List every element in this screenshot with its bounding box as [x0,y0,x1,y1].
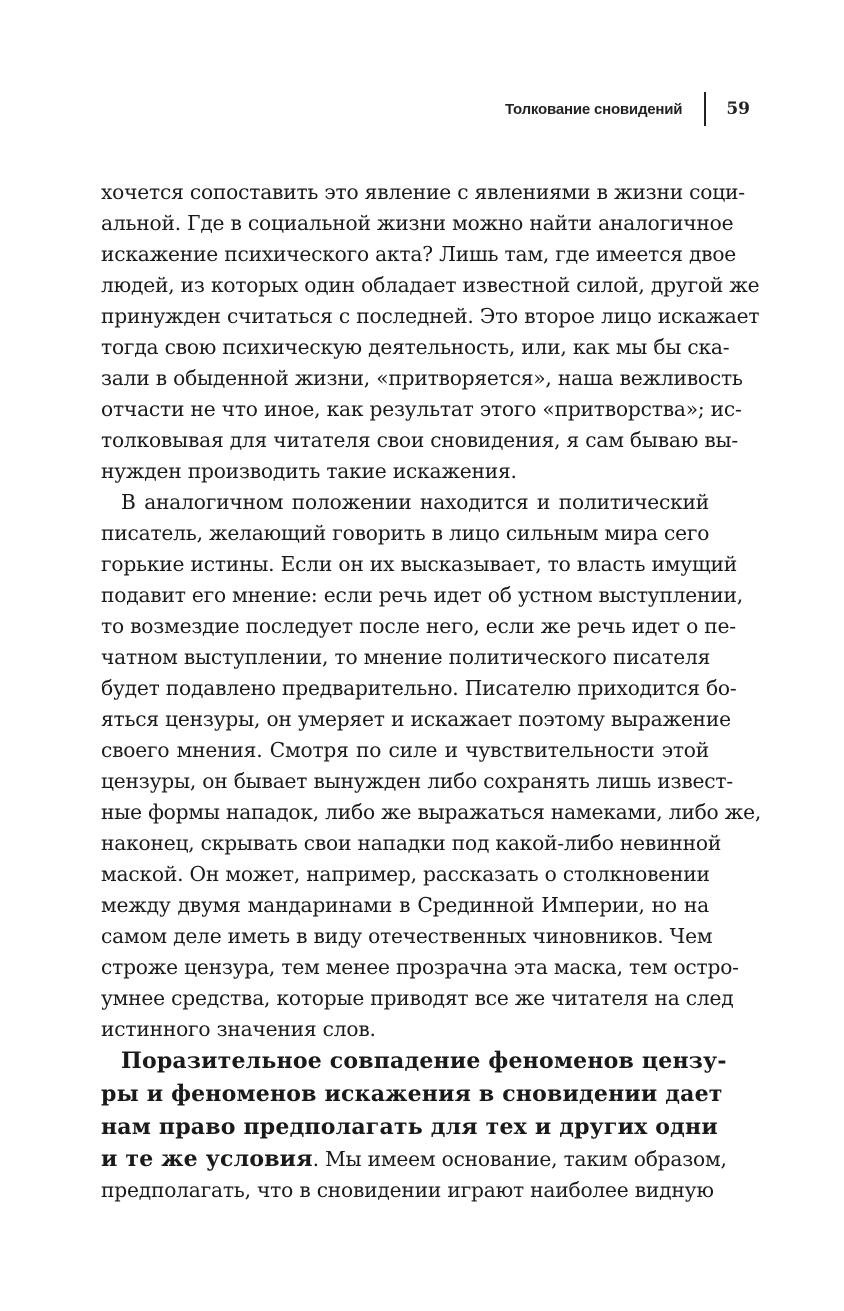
running-head-title: Толкование сновидений [504,100,683,118]
text-fragment: . Мы имеем основание, таким образом, [312,1147,727,1171]
text-line: будет подавлено предварительно. Писателю приходится бо- [101,676,737,700]
mixed-emphasis-line [101,1144,727,1175]
paragraph-start-line: В аналогичном положении находится и политический [121,490,709,514]
text-line: писатель, желающий говорить в лицо сильным мира сего [101,521,710,545]
text-line: своего мнения. Смотря по силе и чувствительности этой [101,738,709,762]
page-number: 59 [726,99,750,119]
text-line: чатном выступлении, то мнение политического писателя [101,645,711,669]
text-line: самом деле иметь в виду отечественных чиновников. Чем [101,924,713,948]
text-line: цензуры, он бывает вынужден либо сохранять лишь извест- [101,769,733,793]
text-line: ные формы нападок, либо же выражаться намеками, либо же, [101,800,762,824]
text-line: искажение психического акта? Лишь там, где имеется двое [101,242,737,266]
text-line: тогда свою психическую деятельность, или, как мы бы ска- [101,335,730,359]
text-line: людей, из которых один обладает известной силой, другой же [101,273,760,297]
text-line: толковывая для читателя свои сновидения, я сам бываю вы- [101,428,738,452]
bold-emphasis-line: ры и феноменов искажения в сновидении дает [101,1081,723,1107]
text-line: зали в обыденной жизни, «притворяется», наша вежливость [101,366,743,390]
text-line: истинного значения слов. [101,1017,376,1041]
text-line: наконец, скрывать свои нападки под какой-либо невинной [101,831,722,855]
bold-emphasis-line: нам право предполагать для тех и других одни [101,1114,718,1140]
text-line: маской. Он может, например, рассказать о столкновении [101,862,710,886]
text-line: строже цензура, тем менее прозрачна эта маска, тем остро- [101,955,739,979]
text-line: хочется сопоставить это явление с явлениями в жизни соци- [101,180,745,204]
text-line: принужден считаться с последней. Это второе лицо искажает [101,304,760,328]
text-line: между двумя мандаринами в Срединной Империи, но на [101,893,709,917]
text-line: то возмездие последует после него, если же речь идет о пе- [101,614,736,638]
text-line: умнее средства, которые приводят все же читателя на след [101,986,734,1010]
text-line: подавит его мнение: если речь идет об устном выступлении, [101,583,743,607]
text-line: горькие истины. Если он их высказывает, то власть имущий [101,552,738,576]
text-line: отчасти не что иное, как результат этого «притворства»; ис- [101,397,742,421]
text-line: предполагать, что в сновидении играют наиболее видную [101,1178,714,1202]
running-head [505,92,750,126]
bold-emphasis-fragment: и те же условия [101,1146,313,1172]
bold-emphasis-line: Поразительное совпадение феноменов цензу- [121,1048,727,1074]
body-text [101,177,762,1206]
text-line: альной. Где в социальной жизни можно найти аналогичное [101,211,734,235]
text-line: нужден производить такие искажения. [101,459,517,483]
running-head-divider [704,92,706,126]
text-line: яться цензуры, он умеряет и искажает поэтому выражение [101,707,731,731]
